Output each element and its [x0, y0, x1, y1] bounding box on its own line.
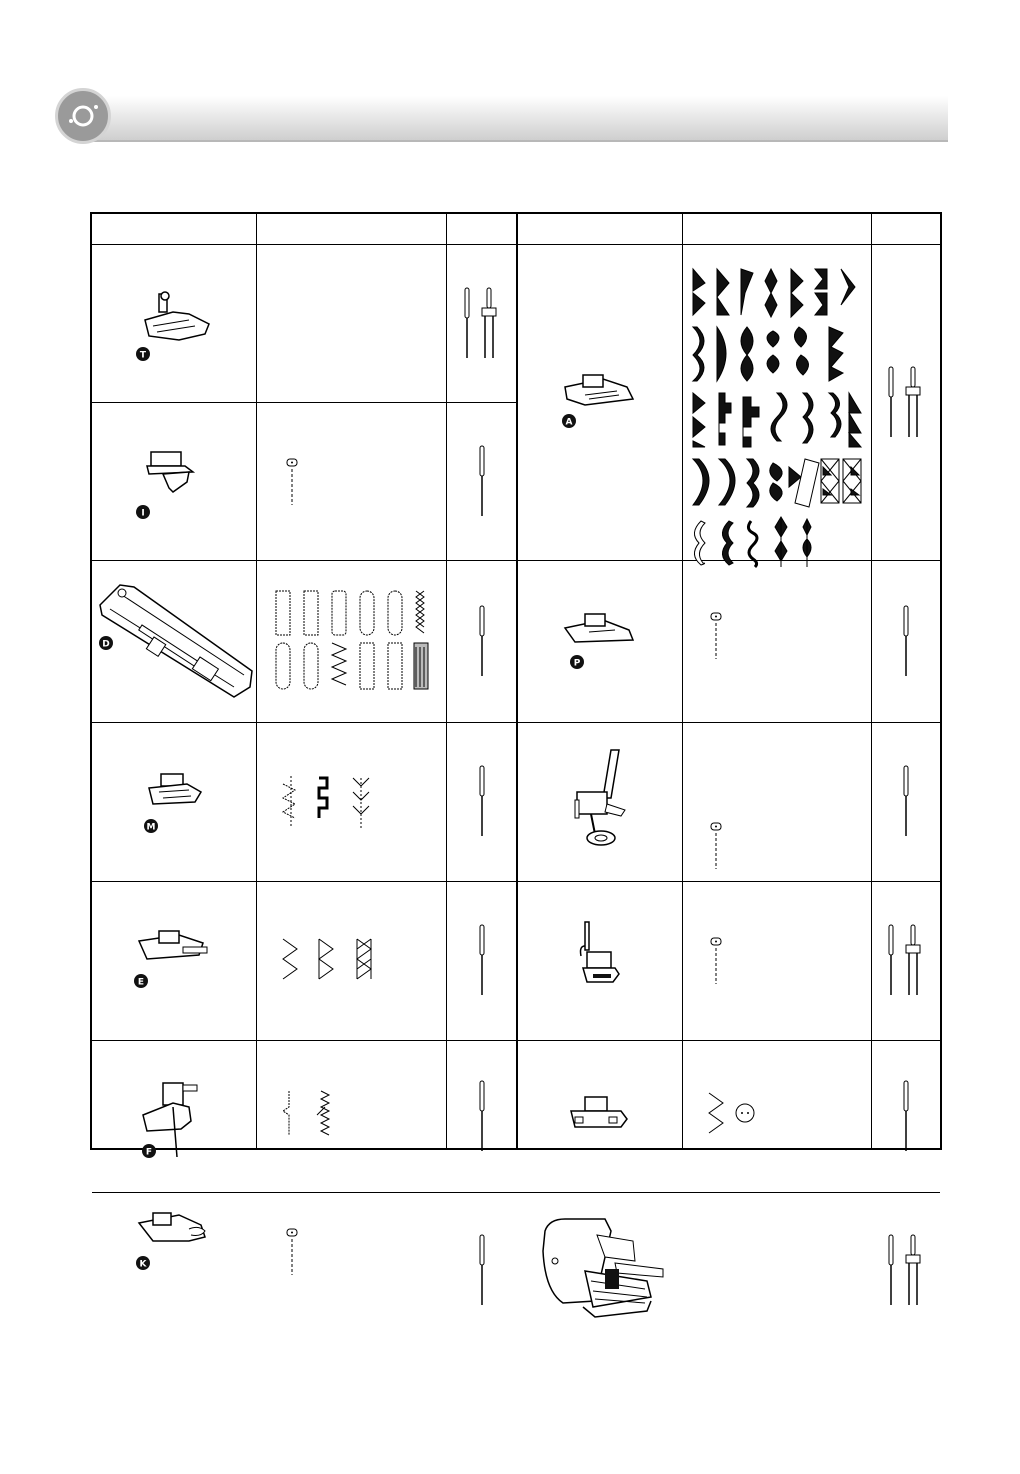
needle-cell — [447, 403, 516, 560]
stitch-cell — [257, 723, 446, 881]
stitch-cell — [257, 245, 446, 402]
stitch-cell — [683, 1041, 871, 1192]
stitch-cell — [257, 1041, 446, 1192]
foot-cell-p — [518, 561, 682, 722]
col-header-foot-left — [92, 214, 256, 244]
presser-foot-k-icon — [129, 1203, 219, 1283]
buttonhole-stitches-icon — [272, 587, 432, 697]
overcast-stitches-icon — [281, 772, 381, 832]
single-and-twin-needle-icon — [881, 363, 931, 443]
stitch-cell — [257, 882, 446, 1040]
foot-cell-i — [92, 403, 256, 560]
presser-foot-t-icon — [129, 284, 219, 364]
straight-stitch-icon — [707, 936, 727, 986]
single-needle-icon — [472, 1231, 492, 1311]
foot-cell-f — [92, 1041, 256, 1192]
straight-stitch-icon — [283, 457, 303, 507]
single-and-twin-needle-icon — [881, 921, 931, 1001]
foot-label: T — [139, 350, 147, 360]
single-needle-icon — [472, 762, 492, 842]
needle-cell — [872, 882, 940, 1040]
single-needle-icon — [472, 1077, 492, 1157]
foot-cell-m — [92, 723, 256, 881]
needle-cell — [447, 723, 516, 881]
stitch-cell — [683, 561, 871, 722]
presser-foot-a-icon — [555, 363, 645, 443]
col-header-stitch-left — [258, 214, 446, 244]
stitch-cell — [257, 403, 446, 560]
presser-foot-i-icon — [129, 442, 219, 522]
foot-cell-a — [518, 245, 682, 560]
presser-foot-p-icon — [555, 602, 645, 682]
single-needle-icon — [896, 1077, 916, 1157]
col-header-foot-right — [520, 214, 684, 244]
foot-label: P — [573, 658, 581, 668]
presser-foot-table — [90, 212, 942, 1270]
stitch-cell — [683, 1193, 871, 1348]
foot-label: F — [145, 1147, 153, 1157]
foot-cell-k — [92, 1193, 256, 1348]
needle-cell — [872, 1193, 940, 1348]
stitch-cell — [683, 723, 871, 881]
foot-label: A — [565, 417, 573, 427]
foot-cell-d — [92, 561, 256, 722]
section-badge — [55, 88, 111, 144]
needle-cell — [447, 882, 516, 1040]
needle-cell — [447, 1041, 516, 1192]
foot-cell-guide — [518, 882, 682, 1040]
presser-foot-e-icon — [129, 921, 219, 1001]
foot-label: K — [139, 1259, 147, 1270]
straight-stitch-icon — [283, 1227, 303, 1277]
blind-hem-stitches-icon — [281, 1087, 351, 1147]
foot-label: I — [141, 508, 145, 518]
walking-foot-guide-icon — [555, 916, 645, 1006]
section-header-band — [90, 96, 948, 142]
foot-cell-button — [518, 1041, 682, 1192]
needle-cell — [872, 245, 940, 560]
foot-label: D — [102, 639, 110, 649]
stitch-cell — [257, 1193, 446, 1348]
buttonhole-foot-d-icon — [94, 577, 254, 707]
needle-cell — [872, 1041, 940, 1192]
stitch-cell — [683, 245, 871, 560]
button-zigzag-icon — [705, 1087, 775, 1147]
needle-cell — [872, 723, 940, 881]
single-needle-icon — [472, 442, 492, 522]
foot-label: M — [146, 822, 156, 833]
stitch-cell — [683, 882, 871, 1040]
decorative-satin-stitches-icon — [689, 263, 865, 543]
foot-cell-walking — [518, 1193, 682, 1348]
single-and-twin-needle-icon — [881, 1231, 931, 1311]
col-header-needle-right — [876, 214, 940, 244]
button-sewing-foot-icon — [555, 1087, 645, 1147]
darning-foot-icon — [555, 742, 645, 862]
presser-foot-m-icon — [129, 762, 219, 842]
col-header-stitch-right — [686, 214, 874, 244]
straight-stitch-icon — [707, 821, 727, 871]
zigzag-stitches-icon — [279, 931, 389, 991]
needle-cell — [447, 561, 516, 722]
sewing-foot-section-icon — [58, 91, 108, 141]
presser-foot-f-icon — [129, 1067, 219, 1167]
single-needle-icon — [472, 921, 492, 1001]
straight-stitch-icon — [707, 611, 727, 661]
single-needle-icon — [472, 602, 492, 682]
needle-cell — [872, 561, 940, 722]
single-needle-icon — [896, 762, 916, 842]
foot-label: E — [137, 977, 145, 988]
walking-foot-icon — [535, 1211, 665, 1331]
foot-cell-e — [92, 882, 256, 1040]
single-needle-icon — [896, 602, 916, 682]
stitch-cell — [257, 561, 446, 722]
foot-cell-t — [92, 245, 256, 402]
foot-cell-darning — [518, 723, 682, 881]
needle-cell — [447, 1193, 516, 1348]
needle-cell — [447, 245, 516, 402]
col-header-needle-left — [448, 214, 518, 244]
single-and-twin-needle-icon — [457, 284, 507, 364]
